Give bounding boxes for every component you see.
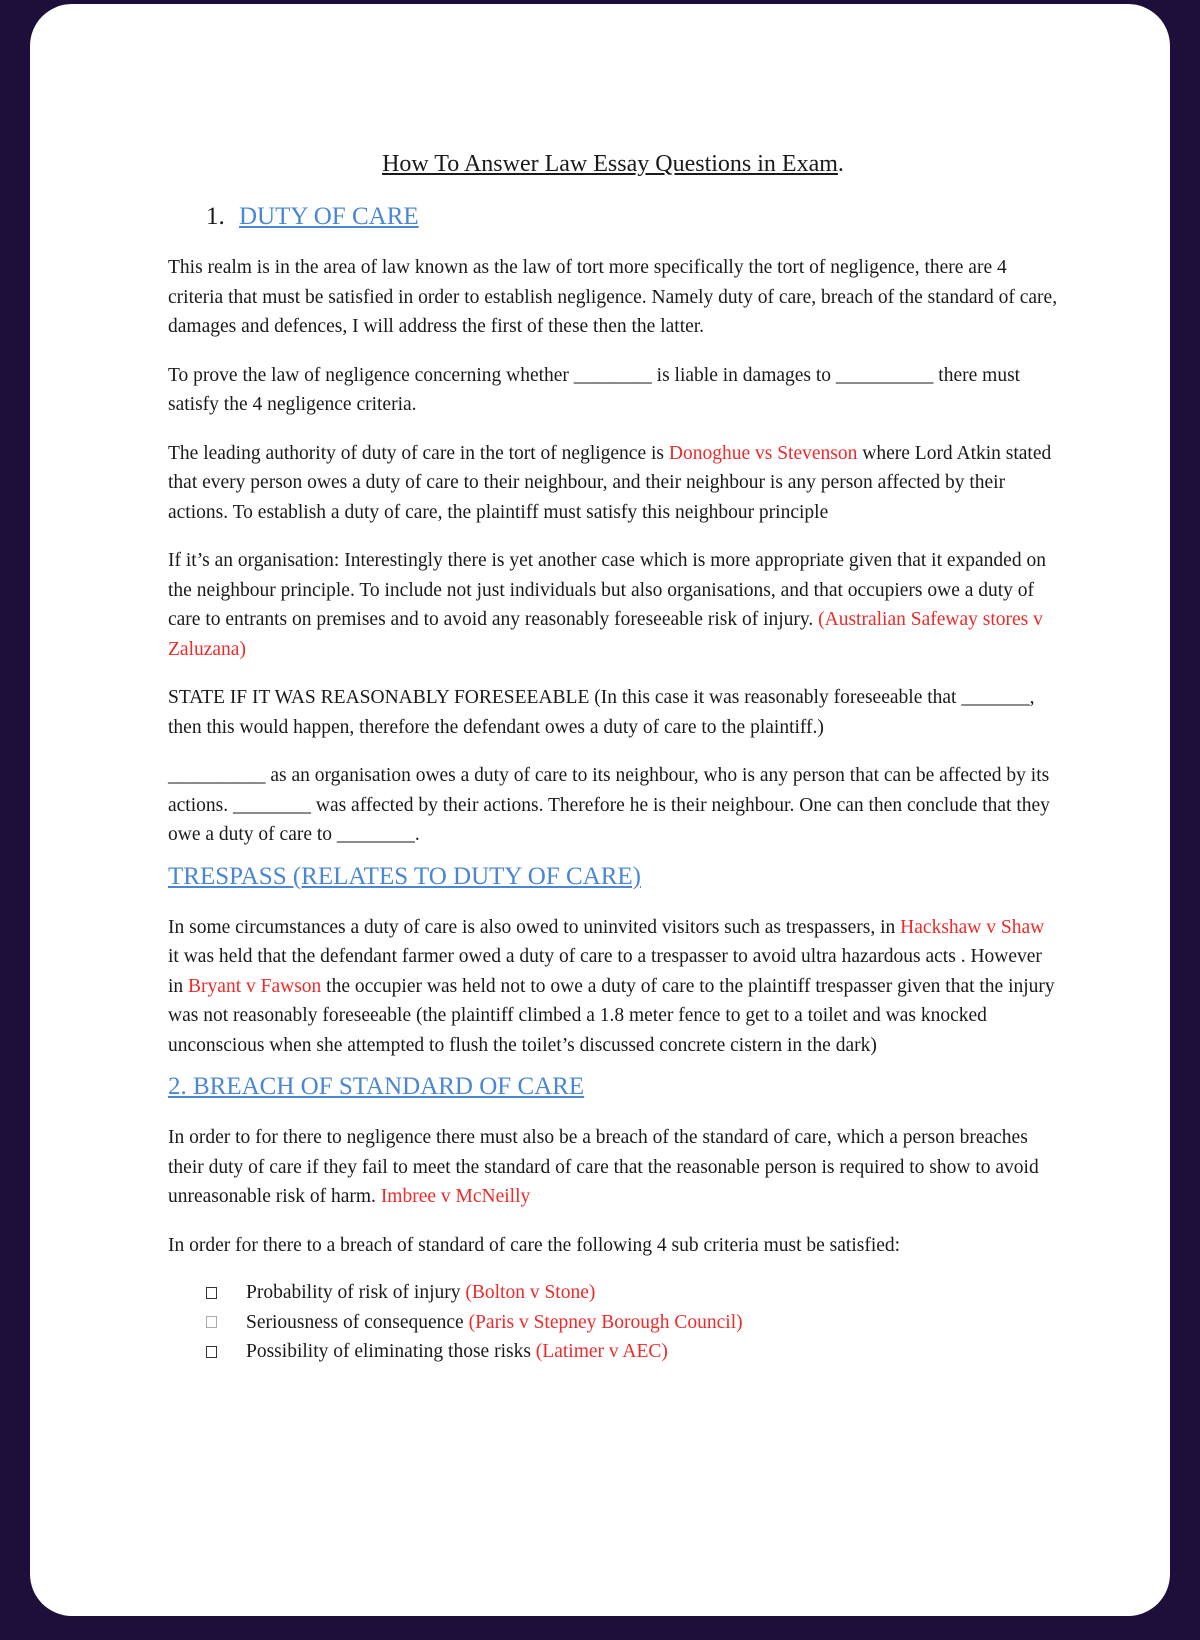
paragraph-text: it was held that the defendant farmer owed a duty of care to a trespasser to avoid ultra hazardous acts . However in	[168, 946, 1042, 997]
case-citation: (Bolton v Stone)	[465, 1282, 596, 1303]
list-item	[206, 1308, 1058, 1338]
criterion-text: Probability of risk of injury	[246, 1282, 466, 1303]
document-title-period: .	[837, 151, 844, 177]
checkbox-bullet-icon	[206, 1316, 217, 1328]
paragraph-text: the occupier was held not to owe a duty of care to the plaintiff trespasser given that the injury was not reasonably foreseeable (the plaintiff climbed a 1.8 meter fence to get to a toilet and was knocked unconscious when she attempted to flush the toilet’s discussed concrete cistern in the dark)	[168, 975, 1055, 1056]
criteria-list	[206, 1278, 1058, 1367]
paragraph-organisation	[168, 546, 1058, 664]
case-citation: Hackshaw v Shaw	[900, 916, 1045, 938]
list-item-text	[246, 1308, 743, 1338]
document-title-text: How To Answer Law Essay Questions in Exam	[382, 151, 838, 177]
paragraph-intro: This realm is in the area of law known as the law of tort more specifically the tort of negligence, there are 4 criteria that must be satisfied in order to establish negligence. Namely duty of care, breach of the standard of care, damages and defences, I will address the first of these then the latter.	[168, 257, 1058, 337]
list-item	[206, 1337, 1058, 1367]
document-body	[168, 142, 1058, 1367]
case-citation: (Paris v Stepney Borough Council)	[468, 1311, 743, 1333]
paragraph-prove-negligence: To prove the law of negligence concerning whether ________ is liable in damages to __________ there must satisfy the 4 negligence criteria.	[168, 364, 1021, 415]
list-item-text	[246, 1278, 595, 1308]
case-citation: Imbree v McNeilly	[380, 1186, 531, 1207]
paragraph-text: If it’s an organisation: Interestingly there is yet another case which is more appropriate given that it expanded on the neighbour principle. To include not just individuals but also organisations, and that occupiers owe a duty of care to entrants on premises and to avoid any reasonably foreseeable risk of injury.	[168, 550, 1046, 630]
paragraph-sub-criteria: In order for there to a breach of standard of care the following 4 sub criteria must be satisfied:	[168, 1234, 901, 1256]
list-item	[206, 1278, 1058, 1308]
document-page	[30, 4, 1170, 1616]
paragraph-foreseeable: STATE IF IT WAS REASONABLY FORESEEABLE (In this case it was reasonably foreseeable that _______, then this would happen, therefore the defendant owes a duty of care to the plaintiff.)	[168, 687, 1035, 738]
section-heading-duty-of-care	[206, 202, 1058, 232]
criterion-text: Seriousness of consequence	[246, 1311, 469, 1333]
paragraph-breach	[168, 1123, 1058, 1212]
section-number: 1.	[206, 203, 225, 230]
paragraph-text: where Lord Atkin stated that every person owes a duty of care to their neighbour, and their neighbour is any person affected by their actions. To establish a duty of care, the plaintiff must satisfy this neighbour principle	[168, 442, 1052, 523]
case-citation: (Australian Safeway stores v Zaluzana)	[168, 609, 1043, 660]
document-title	[168, 149, 1058, 184]
checkbox-bullet-icon	[206, 1346, 217, 1358]
section-heading-breach: 2. BREACH OF STANDARD OF CARE	[168, 1073, 585, 1100]
paragraph-text: The leading authority of duty of care in the tort of negligence is	[168, 442, 669, 464]
paragraph-trespass	[168, 913, 1058, 1061]
case-citation: (Latimer v AEC)	[535, 1341, 668, 1362]
paragraph-text: In order to for there to negligence there must also be a breach of the standard of care, which a person breaches their duty of care if they fail to meet the standard of care that the reasonable person is required to show to avoid unreasonable risk of harm.	[168, 1127, 1039, 1207]
paragraph-text: In some circumstances a duty of care is also owed to uninvited visitors such as trespassers, in	[168, 916, 901, 938]
checkbox-bullet-icon	[206, 1287, 217, 1299]
list-item-text	[246, 1337, 668, 1367]
case-citation: Donoghue vs Stevenson	[668, 442, 858, 464]
section-heading-trespass: TRESPASS (RELATES TO DUTY OF CARE)	[168, 862, 641, 890]
criterion-text: Possibility of eliminating those risks	[246, 1341, 536, 1362]
case-citation: Bryant v Fawson	[188, 975, 322, 997]
section-heading-text: DUTY OF CARE	[239, 203, 419, 230]
paragraph-neighbour: __________ as an organisation owes a duty of care to its neighbour, who is any person that can be affected by its actions. ________ was affected by their actions. Therefore he is their neighbour. One can then conclude that they owe a duty of care to ________.	[168, 765, 1050, 845]
paragraph-leading-authority	[168, 439, 1058, 528]
